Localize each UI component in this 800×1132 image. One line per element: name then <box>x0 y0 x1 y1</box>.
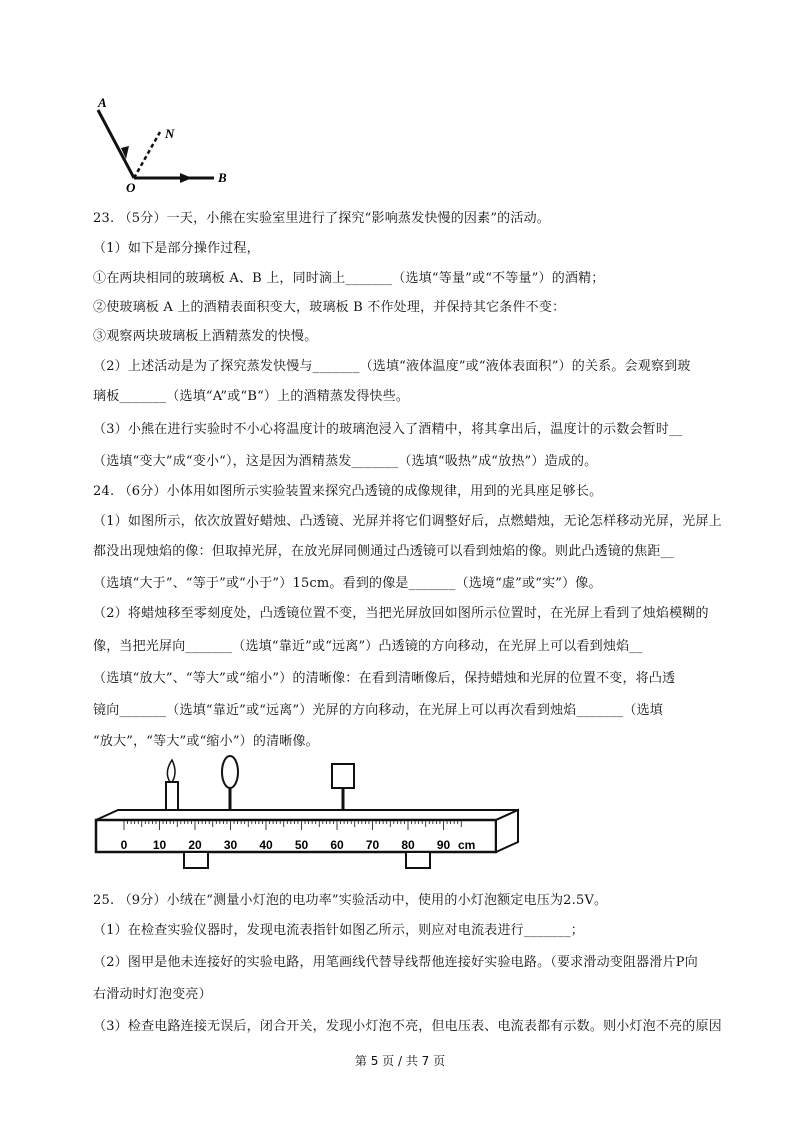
page-footer: 第 5 页 / 共 7 页 <box>354 1054 446 1068</box>
q24-line-4: （2）将蜡烛移至零刻度处，凸透镜位置不变，当把光屏放回如图所示位置时，在光屏上看到了烛焰模糊的 <box>93 606 709 621</box>
q23-line-4: ③观察两块玻璃板上酒精蒸发的快慢。 <box>93 329 318 344</box>
light-screen <box>331 764 355 816</box>
q23-line-3: ②使玻璃板 A 上的酒精表面积变大，玻璃板 B 不作处理，并保持其它条件不变： <box>93 300 566 315</box>
q24-line-8: “放大”，“等大”或“缩小”）的清晰像。 <box>93 734 319 749</box>
optical-bench-figure <box>88 752 528 880</box>
q25-line-2: （2）图甲是他未连接好的实验电路，用笔画线代替导线帮他连接好实验电路。（要求滑动变阻器滑片P向 <box>93 955 698 970</box>
ruler-tick-label: 90 <box>436 838 451 852</box>
q23-line-6: 璃板_______（选填“A”或“B“）上的酒精蒸发得快些。 <box>93 389 410 404</box>
q23-line-1: （1）如下是部分操作过程， <box>93 241 260 256</box>
q24-title: 24. （6分）小体用如图所示实验装置来探究凸透镜的成像规律，用到的光具座足够长。 <box>93 484 603 499</box>
q25-title: 25. （9分）小绒在“测量小灯泡的电功率”实验活动中，使用的小灯泡额定电压为2.5V。 <box>93 893 608 908</box>
q24-line-1: （1）如图所示，依次放置好蜡烛、凸透镜、光屏并将它们调整好后，点燃蜡烛，无论怎样移动光屏，光屏上 <box>93 514 722 529</box>
label-n: N <box>165 126 175 141</box>
ruler-tick-label: 50 <box>294 838 309 852</box>
q24-line-3: （选填“大于”、“等于”或“小于”）15cm。看到的像是_______（选境“虚”或“实”）像。 <box>93 576 602 591</box>
label-o: O <box>126 180 136 195</box>
q23-title: 23. （5分）一天，小熊在实验室里进行了探究“影响蒸发快慢的因素”的活动。 <box>93 211 550 226</box>
q25-line-3: 右滑动时灯泡变亮） <box>93 987 212 1002</box>
ruler-tick-label: 30 <box>223 838 238 852</box>
q24-line-5: 像，当把光屏向_______（选填“靠近”或“远离”）凸透镜的方向移动，在光屏上可以看到烛焰__ <box>93 639 643 654</box>
ruler-tick-label: 70 <box>365 838 380 852</box>
q24-line-7: 镜向_______（选填“靠近”或“远离”）光屏的方向移动，在光屏上可以再次看到烛焰_______（选填 <box>93 703 663 718</box>
ruler-tick-label: 60 <box>330 838 344 852</box>
q23-line-2: ①在两块相同的玻璃板 A、B 上，同时滴上_______（选填“等量”或“不等量”）的酒精； <box>93 271 605 286</box>
reflection-figure <box>88 90 248 195</box>
ruler-tick-label: 80 <box>401 838 415 852</box>
q24-line-6: （选填“放大”、“等大”或“缩小”）的清晰像：在看到清晰像后，保持蜡烛和光屏的位置不变，将凸透 <box>93 671 676 686</box>
q25-line-1: （1）在检查实验仪器时，发现电流表指针如图乙所示，则应对电流表进行_______； <box>93 923 584 938</box>
q23-line-8: （选填“变大”成“变小“），这是因为酒精蒸发_______（选填“吸热”成“放热”）造成的。 <box>93 454 598 469</box>
ruler-unit: cm <box>458 838 476 852</box>
q25-line-4: （3）检查电路连接无误后，闭合开关，发现小灯泡不亮，但电压表、电流表都有示数。则小灯泡不亮的原因 <box>93 1019 722 1034</box>
q23-line-5: （2）上述活动是为了探究蒸发快慢与_______（选填“液体温度”或“液体表面积”）的关系。会观察到玻 <box>93 359 691 374</box>
ruler-tick-label: 10 <box>152 838 167 852</box>
ruler-tick-label: 20 <box>188 838 202 852</box>
q24-line-2: 都没出现烛焰的像：但取掉光屏，在放光屏同侧通过凸透镜可以看到烛焰的像。则此凸透镜的焦距__ <box>93 544 675 559</box>
convex-lens <box>218 756 242 818</box>
q23-line-7: （3）小熊在进行实验时不小心将温度计的玻璃泡浸入了酒精中，将其拿出后，温度计的示数会暂时__ <box>93 422 683 437</box>
label-a: A <box>98 95 107 110</box>
ruler-tick-label: 40 <box>259 838 273 852</box>
ruler-tick-label: 0 <box>120 838 128 852</box>
label-b: B <box>218 170 227 185</box>
